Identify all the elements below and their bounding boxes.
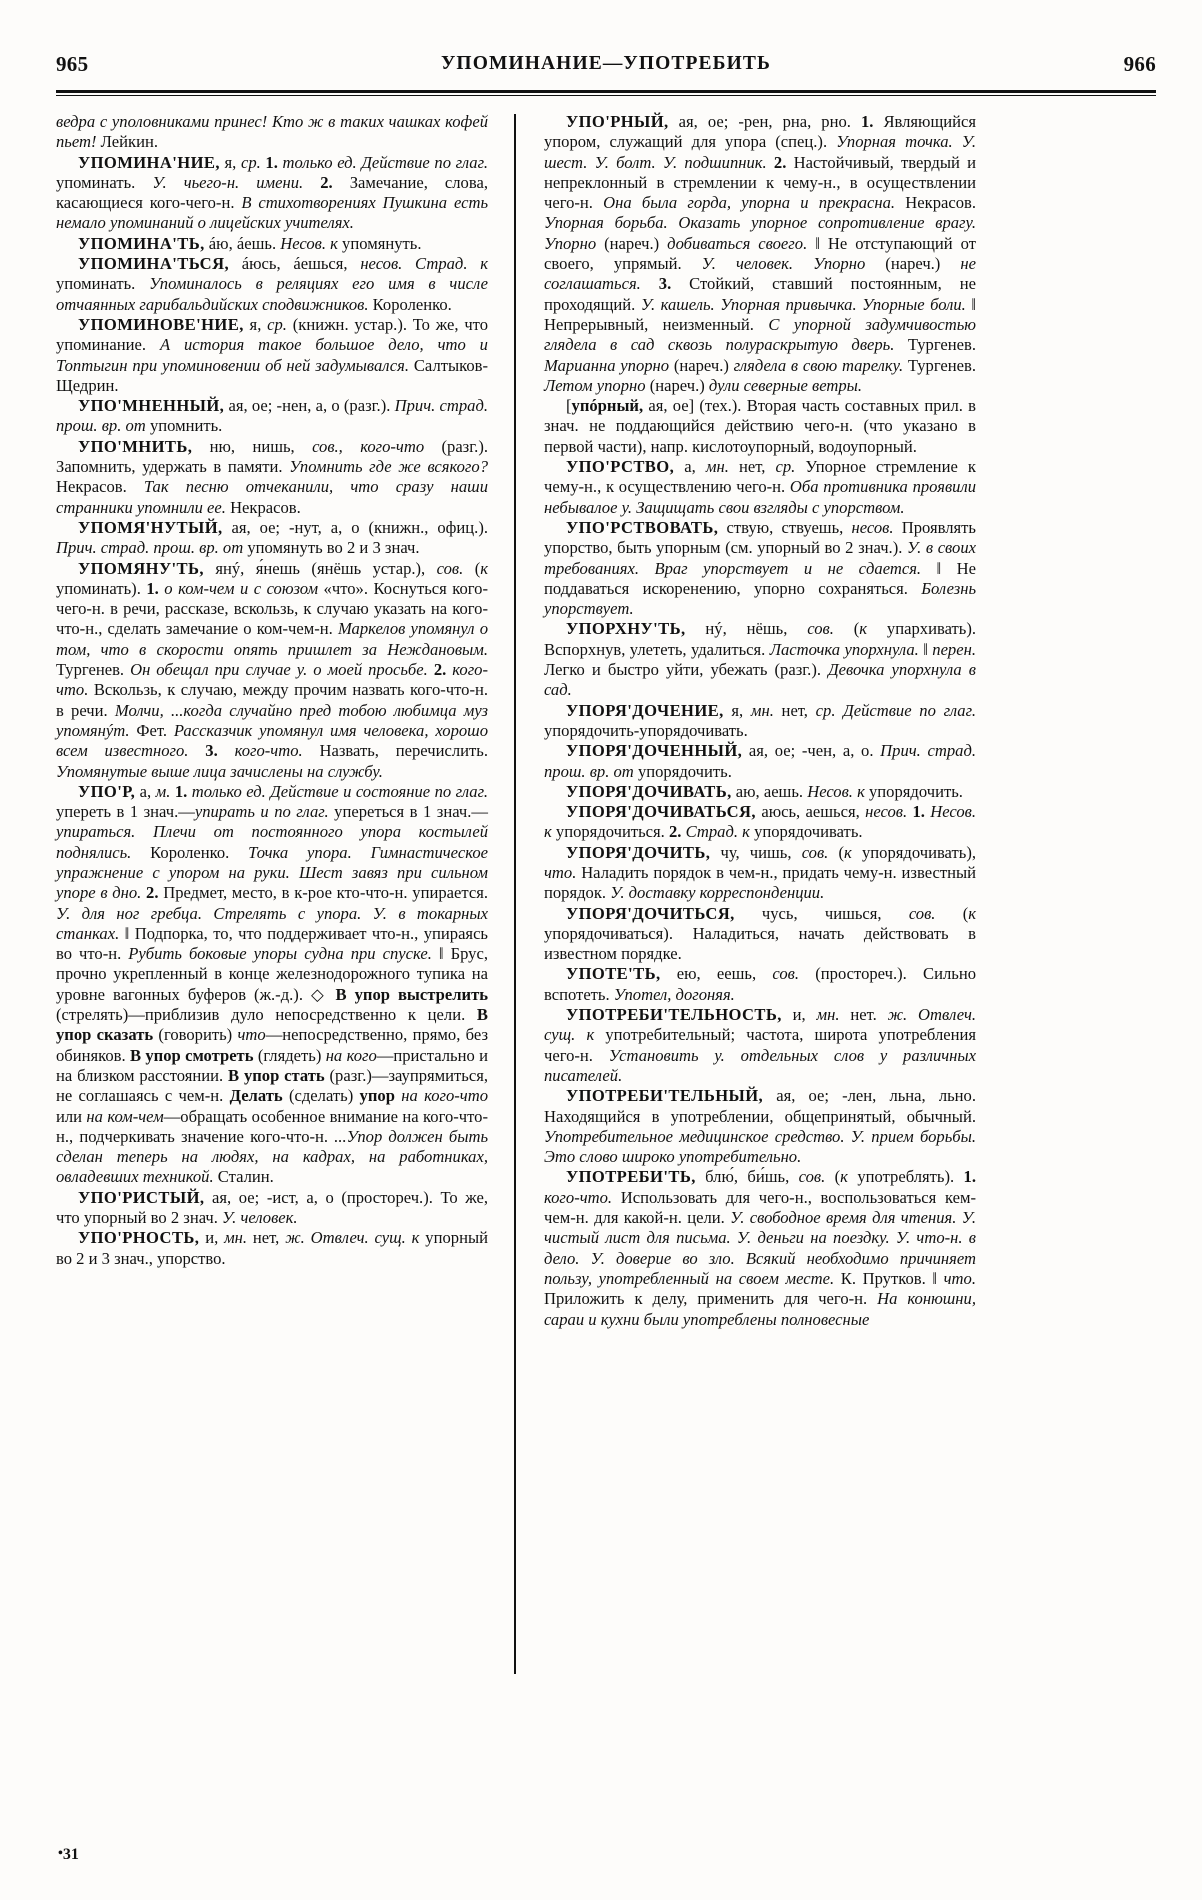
entry-upotrebitelnyj: УПОТРЕБИ'ТЕЛЬНЫЙ, ая, ое; -лен, льна, льно. Находящийся в употреблении, общепринятый, обычный. Употребительное медицинское средство. У. прием борьбы. Это слово широко употребительно.: [544, 1086, 976, 1167]
entry-uporstvo: УПО'РСТВО, а, мн. нет, ср. Упорное стремление к чему-н., к осуществлению чего-н. Оба противника проявили небывалое у. Защищать свои взгляды с упорством.: [544, 457, 976, 517]
left-column: [56, 112, 514, 1767]
entry-upomnennyj: УПО'МНЕННЫЙ, ая, ое; -нен, а, о (разг.). Прич. страд. прош. вр. от упомнить.: [56, 396, 488, 436]
entry-upomnit: УПО'МНИТЬ, ню, нишь, сов., кого-что (разг.). Запомнить, удержать в памяти. Упомнить где же всякого? Некрасов. Так песню отчеканили, что сразу наши странники упомнили ее. Некрасов.: [56, 436, 488, 517]
entry-uporyadochit: УПОРЯ'ДОЧИТЬ, чу, чишь, сов. (к упорядочивать), что. Наладить порядок в чем-н., придать чему-н. известный порядок. У. доставку корреспонденции.: [544, 842, 976, 903]
folio-left: 965: [56, 52, 89, 76]
entry-uporyadochenie: УПОРЯ'ДОЧЕНИЕ, я, мн. нет, ср. Действие по глаг. упорядочить-упорядочивать.: [544, 700, 976, 740]
column-container: [56, 112, 1156, 1767]
entry-uporyadochennyj: УПОРЯ'ДОЧЕННЫЙ, ая, ое; -чен, а, о. Прич. страд. прош. вр. от упорядочить.: [544, 741, 976, 781]
running-head: [56, 52, 1156, 86]
entry-uporyadochivat: УПОРЯ'ДОЧИВАТЬ, аю, аешь. Несов. к упорядочить.: [566, 781, 963, 801]
entry-upomyanut: УПОМЯНУ'ТЬ, янý, я́нешь (янёшь устар.), сов. (к упоминать). 1. о ком-чем и с союзом «что». Коснуться кого-чего-н. в речи, рассказе, вскользь, к случаю указать на кого-что-н., сделать замечание о ком-чем-н. Маркелов упомянул о том, что в скорости опять пришлет за Неждановым. Тургенев. Он обещал при случае у. о моей просьбе. 2. кого-что. Вскользь, к случаю, между прочим назвать кого-что-н. в речи. Молчи, ...когда случайно пред тобою любимца муз упомянýт. Фет. Рассказчик упомянул имя человека, хорошо всем известного. 3. кого-что. Назвать, перечислить. Упомянутые выше лица зачислены на службу.: [56, 558, 489, 781]
header-rule: [56, 90, 1156, 96]
entry-upornyj-tech: [упóрный, ая, ое] (тех.). Вторая часть составных прил. в знач. не поддающийся действию чего-н. (что указано в первой части), напр. кислотоупорный, водоупорный.: [544, 396, 976, 456]
entry-uporstvovat: УПО'РСТВОВАТЬ, ствую, ствуешь, несов. Проявлять упорство, быть упорным (см. упорный во 2 знач.). У. в своих требованиях. Враг упорствует и не сдается. ‖ Не поддаваться искоренению, упорно сохраняться. Болезнь упорствует.: [544, 517, 977, 619]
entry-upominat: УПОМИНА'ТЬ, áю, áешь. Несов. к упомянуть.: [78, 233, 422, 253]
entry-upornyj: УПО'РНЫЙ, ая, ое; -рен, рна, рно. 1. Являющийся упором, служащий для упора (спец.). Упорная точка. У. шест. У. болт. У. подшипник. 2. Настойчивый, твердый и непреклонный в стремлении к чему-н., в осуществлении чего-н. Она была горда, упорна и прекрасна. Некрасов. Упорная борьба. Оказать упорное сопротивление врагу. Упорно (нареч.) добиваться своего. ‖ Не отступающий от своего, упрямый. У. человек. Упорно (нареч.) не соглашаться. 3. Стойкий, ставший постоянным, не проходящий. У. кашель. Упорная привычка. Упорные боли. ‖ Непрерывный, неизменный. С упорной задумчивостью глядела в сад сквозь полураскрытую дверь. Тургенев. Марианна упорно (нареч.) глядела в свою тарелку. Тургенев. Летом упорно (нареч.) дули северные ветры.: [544, 112, 977, 395]
header-rule-thick: [56, 90, 1156, 93]
sheet-signature: [58, 1846, 79, 1864]
continuation-leikin: ведра с уполовниками принес! Кто ж в таких чашках кофей пьет! Лейкин.: [56, 112, 488, 152]
entry-uporyadochitsya: УПОРЯ'ДОЧИТЬСЯ, чусь, чишься, сов. (к упорядочиваться). Наладиться, начать действовать в известном порядке.: [544, 903, 976, 964]
signature-number: 31: [62, 1846, 79, 1863]
entry-upotet: УПОТЕ'ТЬ, ею, еешь, сов. (простореч.). Сильно вспотеть. Употел, догоняя.: [544, 964, 976, 1004]
folio-right: 966: [1123, 52, 1156, 76]
entry-upornost: УПО'РНОСТЬ, и, мн. нет, ж. Отвлеч. сущ. к упорный во 2 и 3 знач., упорство.: [56, 1228, 488, 1268]
entry-uporyadochivatsya: УПОРЯ'ДОЧИВАТЬСЯ, аюсь, аешься, несов. 1. Несов. к упорядочиться. 2. Страд. к упорядочивать.: [544, 802, 976, 842]
entry-uporhnut: УПОРХНУ'ТЬ, нý, нёшь, сов. (к упархивать). Вспорхнув, улететь, удалиться. Ласточка упорхнула. ‖ перен. Легко и быстро уйти, убежать (разг.). Девочка упорхнула в сад.: [544, 619, 977, 700]
entry-upominanie: УПОМИНА'НИЕ, я, ср. 1. только ед. Действие по глаг. упоминать. У. чьего-н. имени. 2. Замечание, слова, касающиеся кого-чего-н. В стихотворениях Пушкина есть немало упоминаний о лицейских учителях.: [56, 152, 489, 233]
entry-upominatsya: УПОМИНА'ТЬСЯ, áюсь, áешься, несов. Страд. к упоминать. Упоминалось в реляциях его имя в числе отчаянных гарибальдийских сподвижников. Короленко.: [56, 254, 488, 314]
entry-upor: УПО'Р, а, м. 1. только ед. Действие и состояние по глаг. упереть в 1 знач.—упирать и по глаг. упереться в 1 знач.—упираться. Плечи от постоянного упора костылей поднялись. Короленко. Точка упора. Гимнастическое упражнение с упором на руки. Шест завяз при сильном упоре в дно. 2. Предмет, место, в к-рое кто-что-н. упирается. У. для ног гребца. Стрелять с упора. У. в токарных станках. ‖ Подпорка, то, что поддерживает что-н., упираясь во что-н. Рубить боковые упоры судна при спуске. ‖ Брус, прочно укрепленный в конце железнодорожного тупика на уровне вагонных буферов (ж.-д.). ◇ В упор выстрелить (стрелять)—приблизив дуло непосредственно к цели. В упор сказать (говорить) что—непосредственно, прямо, без обиняков. В упор смотреть (глядеть) на кого—пристально и на близком расстоянии. В упор стать (разг.)—заупрямиться, не соглашаясь с чем-н. Делать (сделать) упор на кого-что или на ком-чем—обращать особенное внимание на кого-что-н., подчеркивать значение кого-что-н. ...Упор должен быть сделан теперь на людях, на кадрах, на работниках, овладевших техникой. Сталин.: [56, 781, 489, 1187]
header-rule-thin: [56, 95, 1156, 96]
running-title: УПОМИНАНИЕ—УПОТРЕБИТЬ: [441, 53, 771, 74]
entry-upominovenie: УПОМИНОВЕ'НИЕ, я, ср. (книжн. устар.). То же, что упоминание. А история такое большое дело, что и Топтыгин при упоминовении об ней задумывался. Салтыков-Щедрин.: [56, 314, 489, 395]
entry-uporistyj: УПО'РИСТЫЙ, ая, ое; -ист, а, о (простореч.). То же, что упорный во 2 знач. У. человек.: [56, 1187, 488, 1228]
entry-upotrebitelnost: УПОТРЕБИ'ТЕЛЬНОСТЬ, и, мн. нет. ж. Отвлеч. сущ. к употребительный; частота, широта употребления чего-н. Установить у. отдельных слов у различных писателей.: [544, 1005, 977, 1085]
right-column: [516, 112, 976, 1767]
entry-upotrebit: УПОТРЕБИ'ТЬ, блю́, би́шь, сов. (к употреблять). 1. кого-что. Использовать для чего-н., воспользоваться кем-чем-н. для какой-н. цели. У. свободное время для чтения. У. чистый лист для письма. У. деньги на поездку. У. что-н. в дело. У. доверие во зло. Всякий необходимо причиняет пользу, употребленный на своем месте. К. Прутков. ‖ что. Приложить к делу, применить для чего-н. На конюшни, сараи и кухни были употреблены полновесные: [544, 1167, 977, 1329]
signature-mark: •: [58, 1846, 63, 1861]
entry-upomyanutyj: УПОМЯ'НУТЫЙ, ая, ое; -нут, а, о (книжн., офиц.). Прич. страд. прош. вр. от упомянуть во 2 и 3 знач.: [56, 517, 488, 558]
